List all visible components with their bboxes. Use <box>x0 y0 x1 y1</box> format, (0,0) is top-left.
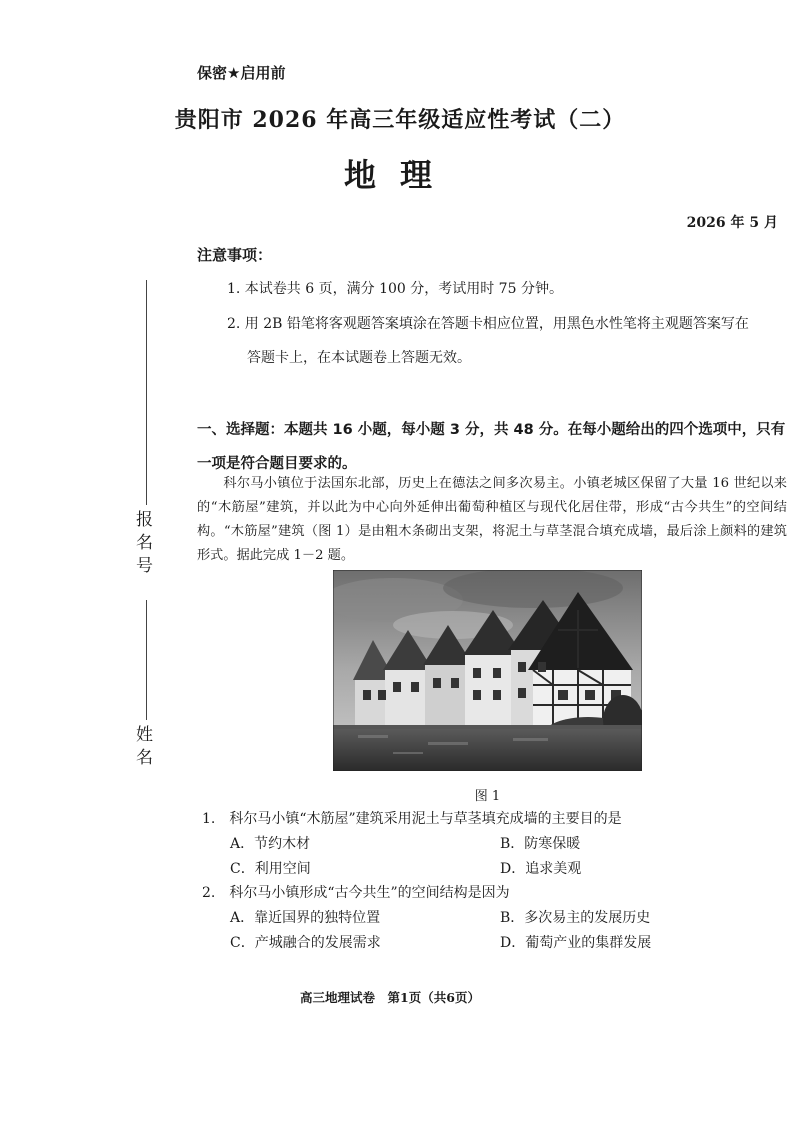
name-label: 姓名 <box>132 725 152 771</box>
q2-option-a: A．靠近国界的独特位置 <box>230 910 381 926</box>
question-2-stem: 2. 科尔马小镇形成“古今共生”的空间结构是因为 <box>202 885 510 901</box>
q1-option-b: B．防寒保暖 <box>500 836 581 852</box>
q1-option-c: C．利用空间 <box>230 861 311 877</box>
reg-number-line <box>146 280 147 505</box>
exam-title: 贵阳市 2026 年高三年级适应性考试（二） <box>174 107 626 133</box>
q2-option-d: D．葡萄产业的集群发展 <box>500 935 652 951</box>
q2-option-b: B．多次易主的发展历史 <box>500 910 651 926</box>
notice-heading: 注意事项： <box>197 246 273 264</box>
question-1-stem: 1. 科尔马小镇“木筋屋”建筑采用泥土与草茎填充成墙的主要目的是 <box>202 811 622 827</box>
passage-text: 科尔马小镇位于法国东北部，历史上在德法之间多次易主。小镇老城区保留了大量 16 世纪以来的“木筋屋”建筑，并以此为中心向外延伸出葡萄种植区与现代化居住带，形成“古今共生”的空间结构。“木筋屋”建筑（图 1）是由粗木条砌出支架，将泥土与草茎混合填充成墙，最后涂上颜料的建筑形式。据此完成 1－2 题。 <box>197 476 787 563</box>
figure-caption: 图 1 <box>474 789 501 804</box>
notice-item-1: 1. 本试卷共 6 页，满分 100 分，考试用时 75 分钟。 <box>227 281 563 297</box>
exam-date: 2026 年 5 月 <box>686 215 778 231</box>
binding-margin <box>118 280 168 780</box>
section-heading: 一、选择题：本题共 16 小题，每小题 3 分，共 48 分。在每小题给出的四个选项中，只有一项是符合题目要求的。 <box>197 422 786 472</box>
confidential-mark: 保密★启用前 <box>197 64 286 82</box>
half-timbered-houses-photo <box>333 570 642 771</box>
page-footer: 高三地理试卷 第1页（共6页） <box>300 990 480 1005</box>
q2-option-c: C．产城融合的发展需求 <box>230 935 381 951</box>
q1-option-d: D．追求美观 <box>500 861 582 877</box>
q1-option-a: A．节约木材 <box>230 836 311 852</box>
notice-item-2: 2. 用 2B 铅笔将客观题答案填涂在答题卡相应位置，用黑色水性笔将主观题答案写在 <box>227 316 749 332</box>
subject-title: 地理 <box>343 156 456 194</box>
notice-item-2-cont: 答题卡上，在本试题卷上答题无效。 <box>247 350 471 366</box>
reg-number-label: 报名号 <box>132 510 152 579</box>
name-line <box>146 600 147 720</box>
